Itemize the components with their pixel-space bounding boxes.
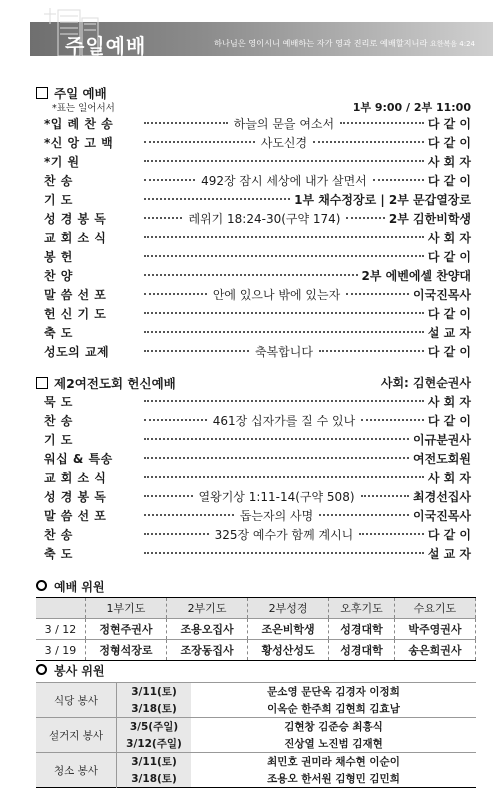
committee-row <box>36 640 476 661</box>
worship-order-row <box>44 171 471 189</box>
dedication-order-label: 성 경 봉 독 <box>44 489 107 504</box>
checkbox-square-icon <box>36 377 48 389</box>
dot-leader <box>144 122 228 124</box>
worship-order-label: 찬 송 <box>44 173 73 188</box>
banner-verse <box>214 38 475 49</box>
committee-header-cell: 2부기도 <box>166 598 247 619</box>
worship-order-person: 다 같 이 <box>427 173 472 188</box>
service-heading <box>36 662 105 679</box>
committee-cell: 조은비학생 <box>248 619 329 640</box>
worship-order-label: 찬 양 <box>44 268 73 283</box>
dedication-order-detail: 돕는자의 사명 <box>239 508 314 523</box>
dot-leader <box>144 236 424 238</box>
dedication-order-label: 교 회 소 식 <box>44 470 107 485</box>
service-row <box>36 718 476 736</box>
dedication-order-person: 사 회 자 <box>427 394 471 409</box>
dedication-order-row <box>44 392 471 410</box>
committee-cell: 정현주권사 <box>85 619 166 640</box>
service-date: 3/18(토) <box>117 770 192 788</box>
worship-order-person: 다 같 이 <box>427 344 472 359</box>
worship-order-person: 이국진목사 <box>413 287 471 302</box>
worship-order-person: 사 회 자 <box>427 230 471 245</box>
worship-order-label: 헌 신 기 도 <box>44 306 107 321</box>
service-date: 3/11(토) <box>117 753 192 771</box>
dot-leader <box>359 533 424 535</box>
committee-cell: 박주영권사 <box>394 619 475 640</box>
worship-order-detail: 축복합니다 <box>254 344 313 359</box>
dedication-order-row <box>44 525 471 543</box>
service-group-name: 설거지 봉사 <box>36 718 117 753</box>
dot-leader <box>144 255 424 257</box>
worship-order-row <box>44 152 471 170</box>
committee-header-cell: 1부기도 <box>85 598 166 619</box>
dot-leader <box>144 198 290 200</box>
service-date: 3/18(토) <box>117 700 192 718</box>
worship-order-label: 교 회 소 식 <box>44 230 107 245</box>
dot-leader <box>144 179 195 181</box>
worship-order-person: 1부 채수정장로 | 2부 문갑열장로 <box>294 192 471 207</box>
service-group-name: 식당 봉사 <box>36 683 117 718</box>
worship-order-label: 기 도 <box>44 192 73 207</box>
dot-leader <box>144 350 249 352</box>
dedication-order-person: 다 같 이 <box>427 527 472 542</box>
committee-header-cell: 2부성경 <box>248 598 329 619</box>
committee-table <box>36 597 476 661</box>
committee-cell: 3 / 12 <box>36 619 85 640</box>
worship-order-person: 다 같 이 <box>427 249 471 264</box>
dot-leader <box>319 350 424 352</box>
service-people: 이옥순 한주희 김현희 김효남 <box>267 703 400 715</box>
service-table-wrap <box>36 682 476 788</box>
dedication-order-person: 여전도회원 <box>413 451 471 466</box>
dedication-order-row <box>44 506 471 524</box>
checkbox-square-icon <box>36 87 48 99</box>
banner-title: 주일예배 <box>65 34 147 58</box>
worship-order-row <box>44 285 471 303</box>
dot-leader <box>144 552 424 554</box>
committee-cell: 조장동집사 <box>166 640 247 661</box>
worship-order-detail: 하늘의 문을 여소서 <box>233 116 335 131</box>
worship-order-detail: 안에 있으나 밖에 있는자 <box>212 287 341 302</box>
dot-leader <box>319 514 409 516</box>
dot-leader <box>144 514 234 516</box>
worship-order-person: 설 교 자 <box>427 325 471 340</box>
worship-order-row <box>44 190 471 208</box>
committee-cell: 황성산성도 <box>248 640 329 661</box>
dedication-order-row <box>44 411 471 429</box>
committee-cell: 성경대학 <box>329 640 395 661</box>
worship-order-detail: 사도신경 <box>260 135 308 150</box>
dedication-order-person: 다 같 이 <box>427 413 472 428</box>
dedication-order-person: 최경선집사 <box>413 489 471 504</box>
dot-leader <box>144 312 424 314</box>
service-times: 1부 9:00 / 2부 11:00 <box>352 101 471 114</box>
committee-table-wrap <box>36 597 476 661</box>
committee-cell: 송은희권사 <box>394 640 475 661</box>
bullet-circle-icon <box>36 580 47 591</box>
worship-order-detail: 레위기 18:24-30(구약 174) <box>188 211 341 226</box>
dot-leader <box>346 217 384 219</box>
dedication-order-label: 말 씀 선 포 <box>44 508 107 523</box>
committee-cell: 3 / 19 <box>36 640 85 661</box>
worship-order-label: 말 씀 선 포 <box>44 287 107 302</box>
worship-order-label: *기 원 <box>44 154 80 169</box>
worship-order-label: 봉 헌 <box>44 249 73 264</box>
worship-order-person: 다 같 이 <box>427 135 472 150</box>
worship-order-person: 사 회 자 <box>427 154 471 169</box>
dedication-heading-text: 제2여전도회 헌신예배 <box>54 376 176 391</box>
verse-text: 하나님은 영이시니 예배하는 자가 영과 진리로 예배할지니라 <box>214 38 428 48</box>
worship-order-detail: 492장 잠시 세상에 내가 살면서 <box>201 173 367 188</box>
dot-leader <box>144 217 182 219</box>
verse-reference: 요한복음 4:24 <box>430 40 475 48</box>
worship-order-row <box>44 323 471 341</box>
dot-leader <box>144 160 424 162</box>
worship-order-row <box>44 247 471 265</box>
service-date: 3/12(주일) <box>117 735 192 753</box>
worship-order-person: 2부 에벤에셀 찬양대 <box>361 268 471 283</box>
worship-order-row <box>44 133 471 151</box>
dot-leader <box>361 495 410 497</box>
dedication-order-detail: 열왕기상 1:11-14(구약 508) <box>198 489 355 504</box>
worship-heading-text: 주일 예배 <box>54 86 107 101</box>
committee-cell: 조용오집사 <box>166 619 247 640</box>
dedication-heading <box>36 374 176 392</box>
worship-order-row <box>44 114 471 132</box>
worship-order-label: 축 도 <box>44 325 73 340</box>
committee-header-cell <box>36 598 85 619</box>
dot-leader <box>144 457 409 459</box>
committee-heading-text: 예배 위원 <box>54 580 105 594</box>
dedication-order-label: 묵 도 <box>44 394 73 409</box>
worship-order-person: 2부 김한비학생 <box>388 211 472 226</box>
dot-leader <box>361 419 424 421</box>
dedication-order-row <box>44 449 471 467</box>
dot-leader <box>340 122 424 124</box>
dedication-leader: 사회: 김현순권사 <box>380 376 471 390</box>
dedication-order-person: 설 교 자 <box>427 546 471 561</box>
worship-order-person: 다 같 이 <box>427 306 471 321</box>
dot-leader <box>144 331 424 333</box>
service-row <box>36 683 476 701</box>
page-banner <box>0 0 493 62</box>
committee-header-cell: 수요기도 <box>394 598 475 619</box>
dedication-order-row <box>44 430 471 448</box>
worship-order-row <box>44 228 471 246</box>
dedication-order-row <box>44 544 471 562</box>
service-people: 김현창 김준승 최흥식 <box>284 721 383 733</box>
service-heading-text: 봉사 위원 <box>54 664 105 678</box>
dedication-order-detail: 325장 예수가 함께 계시니 <box>214 527 354 542</box>
worship-order-row <box>44 209 471 227</box>
service-people: 진상열 노진범 김재현 <box>284 738 383 750</box>
dot-leader <box>144 476 424 478</box>
service-people: 최민호 권미라 채수현 이순이 <box>267 756 400 768</box>
dedication-order-row <box>44 487 471 505</box>
dedication-order-detail: 461장 십자가를 질 수 있나 <box>212 413 356 428</box>
dedication-order-label: 축 도 <box>44 546 73 561</box>
dot-leader <box>144 495 193 497</box>
dedication-order-person: 이국진목사 <box>413 508 471 523</box>
dot-leader <box>144 419 207 421</box>
dot-leader <box>346 293 409 295</box>
dot-leader <box>313 141 424 143</box>
service-people: 문소영 문단옥 김경자 이정희 <box>267 686 400 698</box>
bullet-circle-icon <box>36 664 47 675</box>
worship-order-row <box>44 304 471 322</box>
dedication-order-person: 이규분권사 <box>413 432 471 447</box>
dot-leader <box>144 141 255 143</box>
worship-order-label: 성도의 교제 <box>44 344 110 359</box>
committee-row <box>36 619 476 640</box>
worship-order-person: 다 같 이 <box>427 116 472 131</box>
committee-header-row <box>36 598 476 619</box>
dot-leader <box>144 293 207 295</box>
committee-heading <box>36 578 105 595</box>
dedication-order-label: 기 도 <box>44 432 73 447</box>
dedication-order-person: 사 회 자 <box>427 470 471 485</box>
service-group-name: 청소 봉사 <box>36 753 117 788</box>
worship-order-label: *입 례 찬 송 <box>44 116 114 131</box>
worship-order-row <box>44 342 471 360</box>
dedication-order-row <box>44 468 471 486</box>
service-people: 조용오 한서원 김형민 김민희 <box>267 773 400 785</box>
dot-leader <box>144 533 209 535</box>
dedication-order-label: 찬 송 <box>44 413 73 428</box>
worship-order-label: 성 경 봉 독 <box>44 211 107 226</box>
standing-note: *표는 일어서서 <box>52 103 115 114</box>
dedication-order-label: 찬 송 <box>44 527 73 542</box>
service-table <box>36 682 476 788</box>
committee-header-cell: 오후기도 <box>329 598 395 619</box>
dedication-order-label: 워십 & 특송 <box>44 451 113 466</box>
worship-order-label: *신 앙 고 백 <box>44 135 114 150</box>
dot-leader <box>144 438 409 440</box>
committee-cell: 정형석장로 <box>85 640 166 661</box>
dot-leader <box>373 179 424 181</box>
committee-cell: 성경대학 <box>329 619 395 640</box>
worship-order-row <box>44 266 471 284</box>
service-row <box>36 753 476 771</box>
service-date: 3/5(주일) <box>117 718 192 736</box>
dot-leader <box>144 274 358 276</box>
service-date: 3/11(토) <box>117 683 192 701</box>
dot-leader <box>144 400 424 402</box>
